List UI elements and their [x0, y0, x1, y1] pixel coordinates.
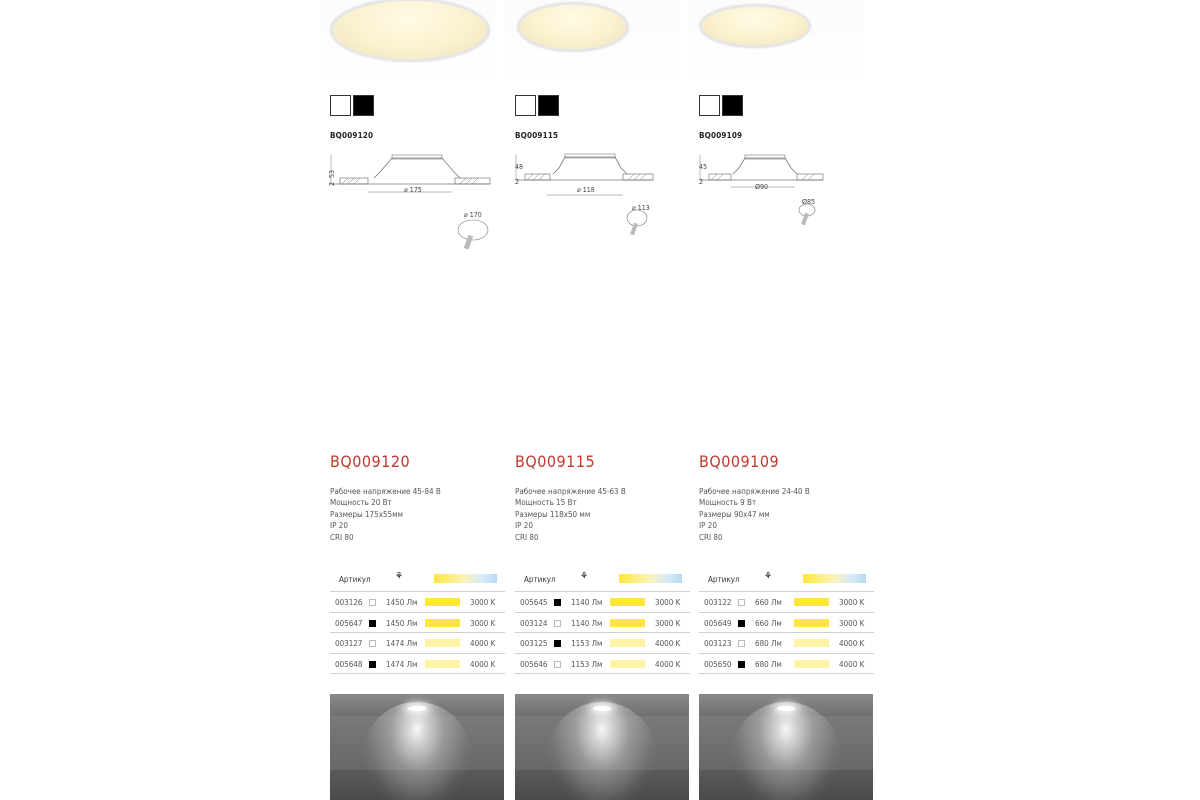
color-square-black — [369, 620, 376, 627]
temperature-value: 4000 K — [839, 659, 865, 669]
lumen-value: 660 Лм — [755, 618, 782, 628]
spec-power: Мощность 20 Вт — [330, 498, 392, 508]
photo-light-glow — [362, 702, 472, 800]
photo-light-glow — [547, 702, 657, 800]
spec-size: Размеры 118х50 мм — [515, 509, 591, 519]
temperature-value: 3000 K — [655, 598, 681, 607]
dimension-height: 45 — [699, 163, 708, 171]
product-column-bq009115 — [515, 0, 690, 800]
color-square-black — [369, 661, 376, 668]
dimension-cutout: ⌀ 113 — [632, 204, 650, 212]
color-square-black — [554, 640, 561, 647]
table-row — [699, 592, 874, 613]
photo-light-glow — [731, 702, 841, 800]
spec-cri: CRI 80 — [330, 532, 354, 542]
lumen-value: 1450 Лм — [386, 618, 418, 628]
temperature-value: 3000 K — [655, 618, 681, 628]
color-square-white — [738, 640, 745, 647]
temperature-bar — [610, 598, 645, 606]
lamp-beam-icon: ⚘ — [580, 571, 589, 582]
table-row — [699, 654, 874, 675]
temperature-bar — [425, 619, 460, 627]
product-specs — [330, 486, 441, 543]
article-number: 005649 — [704, 618, 732, 628]
table-header — [515, 568, 690, 592]
spec-power: Мощность 9 Вт — [699, 498, 757, 508]
article-number: 005648 — [335, 659, 363, 669]
spec-voltage: Рабочее напряжение 45-84 В — [330, 487, 441, 496]
temperature-value: 4000 K — [470, 659, 496, 669]
temperature-value: 3000 K — [470, 598, 496, 607]
lumen-value: 660 Лм — [755, 598, 782, 607]
dimension-cutout: ⌀ 170 — [464, 211, 482, 219]
article-number: 003123 — [704, 639, 732, 648]
table-row — [699, 633, 874, 654]
table-row — [330, 654, 505, 675]
temperature-value: 3000 K — [470, 618, 496, 628]
dimension-drawing — [699, 150, 874, 260]
product-column-bq009120 — [330, 0, 505, 800]
color-swatch-white — [515, 95, 536, 116]
table-header — [330, 568, 505, 592]
temperature-bar — [425, 598, 460, 606]
temperature-bar — [794, 619, 829, 627]
temperature-value: 3000 K — [839, 618, 865, 628]
article-number: 005646 — [520, 659, 548, 669]
product-title: BQ009120 — [330, 452, 411, 471]
table-row — [699, 613, 874, 634]
lamp-photo — [330, 0, 490, 62]
color-swatch-black — [722, 95, 743, 116]
temperature-value: 4000 K — [470, 639, 496, 648]
color-square-white — [369, 640, 376, 647]
product-code-small: BQ009115 — [515, 131, 559, 140]
color-square-white — [738, 599, 745, 606]
dimension-diameter: ⌀ 118 — [577, 186, 595, 194]
article-number: 003125 — [520, 639, 548, 648]
temperature-bar — [610, 639, 645, 647]
spec-cri: CRI 80 — [699, 532, 723, 542]
article-header: Артикул — [339, 575, 371, 584]
article-number: 003122 — [704, 598, 732, 607]
temperature-bar — [425, 639, 460, 647]
table-row — [330, 633, 505, 654]
color-swatch-black — [538, 95, 559, 116]
table-row — [515, 654, 690, 675]
spec-ip: IP 20 — [330, 521, 348, 531]
photo-light-source — [408, 706, 426, 711]
product-code-small: BQ009120 — [330, 131, 374, 140]
color-temperature-gradient — [803, 574, 866, 583]
dimension-drawing — [330, 150, 505, 260]
lumen-value: 680 Лм — [755, 659, 782, 669]
color-square-black — [554, 599, 561, 606]
dimension-height: 48 — [515, 163, 524, 171]
color-swatch-white — [330, 95, 351, 116]
lumen-value: 1140 Лм — [571, 598, 603, 607]
article-table — [330, 568, 505, 674]
spec-voltage: Рабочее напряжение 45-63 В — [515, 487, 626, 496]
table-row — [515, 613, 690, 634]
temperature-bar — [425, 660, 460, 668]
lumen-value: 1153 Лм — [571, 639, 603, 648]
article-number: 005647 — [335, 618, 363, 628]
spec-cri: CRI 80 — [515, 532, 539, 542]
lumen-value: 1140 Лм — [571, 618, 603, 628]
light-distribution-photo — [699, 694, 873, 800]
temperature-bar — [610, 660, 645, 668]
article-table — [515, 568, 690, 674]
product-code-small: BQ009109 — [699, 131, 743, 140]
lumen-value: 1153 Лм — [571, 659, 603, 669]
article-number: 005645 — [520, 598, 548, 607]
color-swatch-black — [353, 95, 374, 116]
table-row — [515, 633, 690, 654]
article-header: Артикул — [708, 575, 740, 584]
product-title: BQ009109 — [699, 452, 780, 471]
article-table — [699, 568, 874, 674]
lumen-value: 1450 Лм — [386, 598, 418, 607]
dimension-base: 2 — [515, 178, 520, 186]
dimension-height: 53 — [328, 169, 336, 178]
table-row — [515, 592, 690, 613]
temperature-bar — [794, 598, 829, 606]
product-specs — [515, 486, 626, 543]
spec-size: Размеры 90х47 мм — [699, 509, 770, 519]
product-specs — [699, 486, 810, 543]
temperature-value: 4000 K — [839, 639, 865, 648]
color-temperature-gradient — [619, 574, 682, 583]
table-row — [330, 613, 505, 634]
dimension-cutout: Ø85 — [802, 198, 815, 206]
photo-light-source — [777, 706, 795, 711]
article-number: 005650 — [704, 659, 732, 669]
lumen-value: 680 Лм — [755, 639, 782, 648]
article-number: 003127 — [335, 639, 363, 648]
dimension-diameter: ⌀ 175 — [404, 186, 422, 194]
dimension-drawing — [515, 150, 690, 260]
color-square-black — [738, 620, 745, 627]
table-row — [330, 592, 505, 613]
lamp-beam-icon: ⚘ — [395, 571, 404, 582]
spec-voltage: Рабочее напряжение 24-40 В — [699, 487, 810, 496]
color-square-black — [738, 661, 745, 668]
color-square-white — [554, 661, 561, 668]
temperature-value: 4000 K — [655, 639, 681, 648]
photo-light-source — [593, 706, 611, 711]
color-square-white — [369, 599, 376, 606]
spec-ip: IP 20 — [699, 521, 717, 531]
lamp-photo — [699, 4, 811, 48]
light-distribution-photo — [515, 694, 689, 800]
article-number: 003124 — [520, 618, 548, 628]
dimension-diameter: Ø90 — [755, 183, 768, 191]
temperature-value: 3000 K — [839, 598, 865, 607]
color-square-white — [554, 620, 561, 627]
light-distribution-photo — [330, 694, 504, 800]
temperature-bar — [794, 639, 829, 647]
color-swatch-white — [699, 95, 720, 116]
color-temperature-gradient — [434, 574, 497, 583]
article-number: 003126 — [335, 598, 363, 607]
lamp-beam-icon: ⚘ — [764, 571, 773, 582]
lumen-value: 1474 Лм — [386, 639, 418, 648]
lamp-photo — [517, 2, 629, 52]
lumen-value: 1474 Лм — [386, 659, 418, 669]
dimension-base: 2 — [699, 178, 704, 186]
spec-power: Мощность 15 Вт — [515, 498, 577, 508]
spec-size: Размеры 175х55мм — [330, 509, 403, 519]
article-header: Артикул — [524, 575, 556, 584]
temperature-value: 4000 K — [655, 659, 681, 669]
temperature-bar — [794, 660, 829, 668]
temperature-bar — [610, 619, 645, 627]
product-title: BQ009115 — [515, 452, 596, 471]
product-column-bq009109 — [699, 0, 874, 800]
dimension-base: 2 — [328, 181, 336, 186]
spec-ip: IP 20 — [515, 521, 533, 531]
table-header — [699, 568, 874, 592]
